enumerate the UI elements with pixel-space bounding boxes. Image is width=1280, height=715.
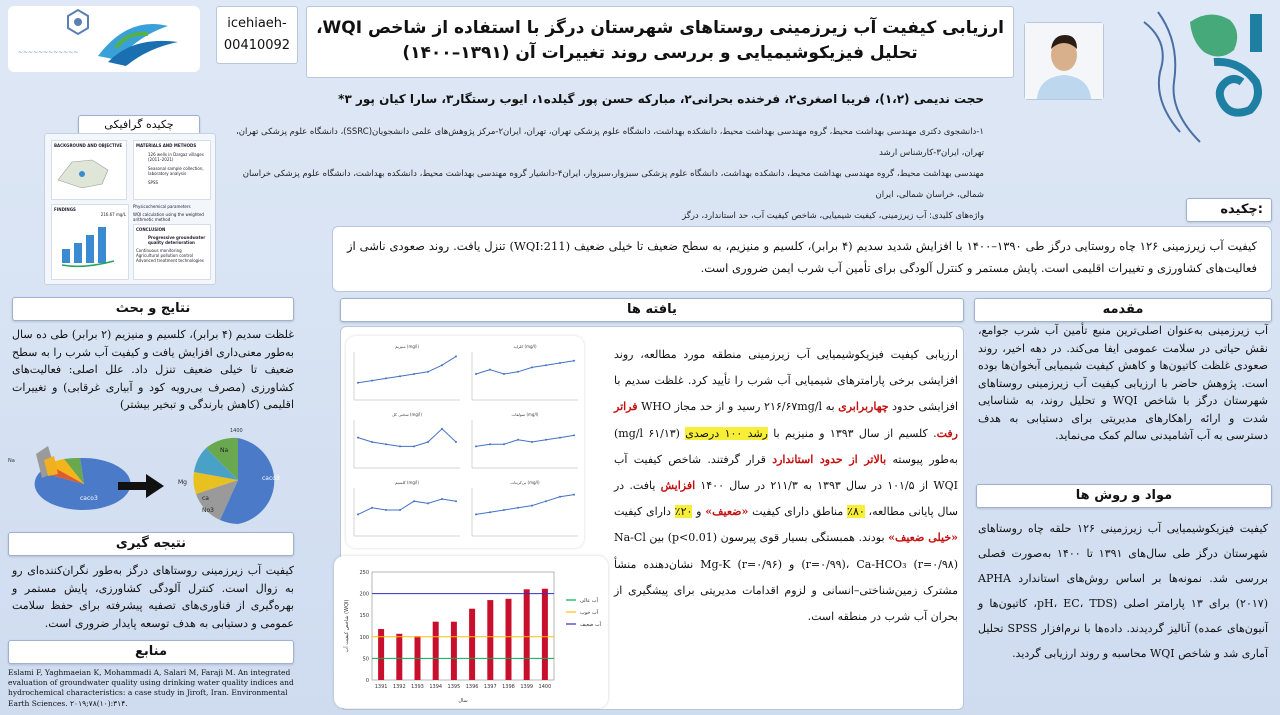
mini-trend-point	[531, 441, 533, 443]
x-tick-label: 1392	[392, 684, 406, 690]
x-tick-label: 1400	[538, 684, 552, 690]
mini-trend-point	[503, 443, 505, 445]
legend-label: آب خوب	[580, 610, 599, 616]
mini-trend-point	[413, 445, 415, 447]
mini-trend-point	[399, 375, 401, 377]
affiliation-line: مهندسی بهداشت محیط، گروه مهندسی بهداشت محیط، دانشکده بهداشت، دانشگاه علوم پزشکی سبزوار،سبزوار، ایران۴-دانشیار گروه مهندسی بهداشت محیط، دانشکده بهداشت، دانشگاه علوم پزشکی خراسان شمالی، خراسان شمالی، ایران	[242, 169, 984, 200]
mini-trend-point	[475, 445, 477, 447]
wqi-chart	[334, 556, 608, 708]
conclusion-header: نتیجه گیری	[8, 532, 294, 556]
findings-panel	[51, 204, 129, 280]
mini-trend-point	[545, 500, 547, 502]
wqi-bar	[524, 589, 530, 680]
affiliations	[224, 122, 984, 227]
conclusion-bullet: Continuous monitoring	[136, 248, 182, 253]
findings-run: (۶۱/۱۳ mg/l) به‌طور پیوسته	[614, 426, 958, 466]
findings-value: 216.67 mg/L	[100, 212, 126, 217]
mini-trend-point	[427, 441, 429, 443]
y-tick-label: 50	[362, 656, 369, 663]
conclusion-text: کیفیت آب زیرزمینی روستاهای درگز به‌طور نگران‌کننده‌ای رو به زوال است. کنترل آلودگی کشاورزی، پایش مستمر و بهره‌گیری از فناوری‌های تصفیه پیشرفته برای حفظ سلامت عمومی و دستیابی به هدف توسعه پایدار ضروری است.	[12, 564, 294, 630]
y-axis-label: شاخص کیفیت آب (WQI)	[344, 599, 350, 653]
pie-right-label-ca: ca	[202, 495, 209, 502]
abstract-header: چکیده:	[1186, 198, 1272, 222]
mini-trend-point	[357, 382, 359, 384]
mini-trend-point	[503, 509, 505, 511]
mini-trend-point	[455, 355, 457, 357]
map-icon	[52, 150, 124, 194]
wqi-bar	[487, 600, 493, 680]
mini-chart-title: سختی کل (mg/l)	[392, 412, 422, 417]
y-tick-label: 250	[359, 570, 369, 576]
mini-chart-title: منیزیم (mg/l)	[395, 344, 419, 349]
findings-run: و	[692, 505, 706, 519]
methods-title: MATERIALS AND METHODS	[136, 143, 197, 148]
findings-run: بودند. همبستگی بسیار قوی پیرسون (p<0.01) بین Na-Cl (r=۰/۹۹)، Ca-HCO₃ (r=۰/۹۸) و Mg-K (r=۰/۹۶) نشان‌دهنده منشأ مشترک زمین‌شناختی–انسانی و لزوم اقدامات مدیریتی برای پیشگیری از بحران آب شرب در منطقه است.	[614, 531, 958, 624]
mini-trend-point	[427, 502, 429, 504]
mini-trend-point	[385, 509, 387, 511]
pie-right-label-na: Na	[220, 447, 229, 454]
abstract-text: کیفیت آب زیرزمینی ۱۲۶ چاه روستایی درگز طی ۱۳۹۰–۱۴۰۰ با افزایش شدید سدیم (۴ برابر)، کلسیم و منیزیم، به سطح ضعیف تا خیلی ضعیف (WQI:211) تنزل یافت. روند صعودی ناشی از فعالیت‌های کشاورزی و تغییرات اقلیمی است. پایش مستمر و کنترل آلودگی برای تأمین آب شرب ایمن ضروری است.	[347, 239, 1257, 275]
pie-right	[178, 428, 280, 524]
background-panel	[51, 140, 127, 200]
mini-trend-point	[413, 373, 415, 375]
mini-trend-line	[358, 429, 456, 447]
methods-item: Seasonal sample collection, laboratory analysis	[148, 166, 204, 176]
findings-title: FINDINGS	[54, 207, 76, 212]
pie-left-label-na: Na	[8, 458, 15, 464]
mini-trend-point	[489, 443, 491, 445]
mini-trend-point	[531, 505, 533, 507]
congress-logo	[1130, 2, 1276, 152]
conclusion-bullet: Agricultural pollution control	[136, 253, 194, 258]
x-tick-label: 1395	[447, 684, 461, 690]
pie-right-year: 1400	[230, 428, 243, 434]
conclusion-title: CONCLUSION	[136, 227, 166, 232]
poster-code	[216, 6, 298, 64]
findings-header: یافته ها	[340, 298, 964, 322]
methods-item: 126 wells in Dargaz villages (2011–2021)	[148, 152, 204, 162]
y-tick-label: 200	[359, 591, 369, 598]
mini-trend-point	[517, 507, 519, 509]
y-tick-label: 0	[365, 678, 369, 684]
x-tick-label: 1397	[483, 684, 497, 690]
mini-trend-point	[559, 437, 561, 439]
poster-title	[306, 6, 1014, 78]
mini-trend-point	[573, 360, 575, 362]
findings-highlight: رشد ۱۰۰ درصدی	[685, 426, 768, 440]
mini-trend-point	[441, 364, 443, 366]
graphical-abstract-label: چکیده گرافیکی	[78, 115, 200, 135]
mini-trend-point	[573, 494, 575, 496]
mini-trend-point	[385, 443, 387, 445]
parameter-trend-charts	[346, 336, 584, 548]
mini-trend-point	[357, 513, 359, 515]
mini-trend-point	[517, 439, 519, 441]
x-tick-label: 1396	[465, 684, 479, 690]
wqi-label: WQI calculation using the weighted arithmetic method	[133, 212, 204, 222]
methods-panel	[133, 140, 211, 200]
wqi-bar	[469, 609, 475, 680]
findings-highlight: «ضعیف»	[705, 505, 749, 519]
abstract-box	[332, 226, 1272, 292]
mini-trend-point	[475, 513, 477, 515]
mini-charts-svg	[346, 336, 584, 548]
x-tick-label: 1399	[520, 684, 534, 690]
mini-trend-point	[545, 364, 547, 366]
mini-trend-point	[371, 380, 373, 382]
references-header: منابع	[8, 640, 294, 664]
mini-trend-point	[531, 366, 533, 368]
conclusion-text: Progressive groundwater quality deterioration	[148, 235, 206, 245]
findings-highlight: افزایش	[660, 479, 696, 493]
affiliation-line: ۱-دانشجوی دکتری مهندسی بهداشت محیط، گروه مهندسی بهداشت محیط، دانشکده بهداشت، دانشگاه علوم پزشکی تهران، تهران، ایران۲-مرکز پژوهش‌های علمی دانشجویان(SSRC)، دانشگاه علوم پزشکی تهران، تهران، ایران۳-کارشناس ارشد	[235, 127, 984, 158]
phys-label: Physicochemical parameters	[133, 204, 191, 209]
author-photo	[1024, 22, 1104, 100]
findings-highlight: فراتر رفت	[614, 400, 958, 440]
ion-pie-charts	[6, 424, 296, 528]
graphical-abstract	[44, 133, 216, 285]
background-title: BACKGROUND AND OBJECTIVE	[54, 143, 123, 148]
university-logo	[8, 6, 200, 72]
mini-chart-title: کلراید (mg/l)	[513, 344, 537, 349]
poster-code-line2: 00410092	[223, 38, 291, 53]
findings-highlight: بالاتر از حدود استاندارد	[772, 452, 887, 466]
mini-trend-point	[357, 437, 359, 439]
poster-title-line2: تحلیل فیزیکوشیمیایی و بررسی روند تغییرات آن (۱۳۹۱–۱۴۰۰)	[402, 43, 918, 63]
conclusion-panel	[133, 224, 211, 280]
results-text: غلظت سدیم (۴ برابر)، کلسیم و منیزیم (۲ برابر) طی ده سال به‌طور معنی‌داری افزایش یافت و کیفیت آب شرب را به سطح ضعیف تا خیلی ضعیف تنزل داد. علل اصلی: فعالیت‌های کشاورزی (مصرف بی‌رویه کود و آبیاری غرقابی) و تغییرات اقلیمی (کاهش بارندگی و تبخیر بیشتر)	[12, 328, 294, 412]
mini-trend-point	[385, 377, 387, 379]
mini-trend-point	[559, 496, 561, 498]
mini-trend-line	[476, 495, 574, 515]
mini-trend-point	[475, 373, 477, 375]
results-header: نتایج و بحث	[12, 297, 294, 321]
findings-run: قرار گرفتند. شاخص کیفیت آب WQI از ۱۰۱/۵ در سال ۱۳۹۳ به ۲۱۱/۳ در سال ۱۴۰۰	[614, 452, 958, 493]
svg-text:~~~~~~~~~~~~: ~~~~~~~~~~~~	[18, 49, 79, 56]
mini-trend-point	[489, 369, 491, 371]
y-tick-label: 150	[359, 613, 369, 620]
legend-label: آب ضعیف	[580, 622, 602, 628]
mini-trend-point	[503, 373, 505, 375]
wqi-bar	[451, 622, 457, 680]
authors-line: حجت ندیمی (۱،۲)، فریبا اصغری۲، فرخنده بحرانی۲، مبارکه حسن پور گیلده۱، ایوب رستگار۳، سارا کیان پور ۳*	[338, 92, 984, 106]
methods-item: SPSS	[148, 180, 159, 185]
mini-trend-point	[441, 428, 443, 430]
findings-run: یافت. در سال پایانی مطالعه،	[614, 479, 958, 519]
pie-left	[8, 446, 131, 510]
pie-left-label-caco3: caco3	[80, 495, 98, 502]
mini-trend-point	[573, 434, 575, 436]
pie-right-label-mg: Mg	[178, 479, 187, 486]
mini-trend-line	[358, 356, 456, 382]
mini-trend-point	[517, 371, 519, 373]
mini-trend-point	[399, 509, 401, 511]
mini-trend-point	[371, 441, 373, 443]
findings-bar-icon	[54, 217, 126, 277]
wqi-bar	[542, 589, 548, 680]
pie-right-label-caco3: caco3	[262, 475, 280, 482]
poster-code-line1: icehiaeh-	[227, 16, 287, 31]
findings-run: به ۲۱۶/۶۷mg/l رسید و از حد مجاز WHO	[637, 400, 839, 414]
mini-chart-title: کلسیم (mg/l)	[395, 480, 419, 485]
methods-text: کیفیت فیزیکوشیمیایی آب زیرزمینی ۱۲۶ حلقه چاه روستاهای شهرستان درگز طی سال‌های ۱۳۹۱ تا ۱۴۰۰ به‌صورت فصلی بررسی شد. نمونه‌ها بر اساس روش‌های استاندارد APHA (۲۰۱۷) برای ۱۳ پارامتر اصلی (pH، EC، TDS، کاتیون‌ها و آنیون‌های عمده) آنالیز گردیدند. داده‌ها با نرم‌افزار SPSS تحلیل آماری شد و شاخص WQI محاسبه و روند ارزیابی گردید.	[978, 522, 1269, 660]
x-tick-label: 1398	[502, 684, 515, 690]
x-tick-label: 1394	[429, 684, 443, 690]
mini-chart-title: بی‌کربنات (mg/l)	[510, 480, 540, 485]
findings-highlight: ۲۰٪	[674, 505, 693, 519]
findings-highlight: «خیلی ضعیف»	[888, 531, 958, 545]
keywords-line: واژه‌های کلیدی: آب زیرزمینی، کیفیت شیمیایی، شاخص کیفیت آب، حد استاندارد، درگز	[682, 211, 984, 221]
mini-trend-point	[545, 439, 547, 441]
mini-trend-point	[413, 500, 415, 502]
mini-trend-point	[371, 507, 373, 509]
wqi-chart-svg	[334, 556, 608, 708]
wqi-bar	[433, 622, 439, 680]
poster-title-line1: ارزیابی کیفیت آب زیرزمینی روستاهای شهرستان درگز با استفاده از شاخص WQI،	[316, 18, 1004, 38]
mini-trend-point	[559, 362, 561, 364]
mini-trend-point	[455, 441, 457, 443]
findings-text	[614, 342, 958, 630]
mini-chart-title: سولفات (mg/l)	[511, 412, 539, 417]
legend-label: آب عالی	[580, 598, 598, 604]
findings-run: . کلسیم از سال ۱۳۹۳ و منیزیم با	[767, 426, 937, 440]
mini-trend-point	[427, 371, 429, 373]
pie-right-label-no3: No3	[202, 507, 214, 514]
x-tick-label: 1393	[411, 684, 424, 690]
mini-trend-point	[455, 500, 457, 502]
wqi-bar	[506, 599, 512, 680]
findings-run: ارزیابی کیفیت فیزیکوشیمیایی آب زیرزمینی منطقه مورد مطالعه، روند افزایشی برخی پارامترهای شیمیایی آب شرب را تأیید کرد. غلظت سدیم با افزایشی حدود	[614, 348, 959, 414]
mini-trend-point	[489, 511, 491, 513]
references-text: Eslami F, Yaghmaeian K, Mohammadi A, Salari M, Faraji M. An integrated evaluation of groundwater quality using drinking water quality indices and hydrochemical characteristics: a case study in Jiroft, Iran. Environmental Earth Sciences. ۲۰۱۹;۷۸(۱۰):۳۱۴.	[8, 668, 294, 708]
mini-trend-line	[358, 499, 456, 514]
x-axis-label: سال	[458, 698, 468, 704]
conclusion-bullet: Advanced treatment technologies	[136, 258, 204, 263]
findings-highlight: چهاربرابری	[838, 400, 889, 414]
methods-header: مواد و روش ها	[976, 484, 1272, 508]
intro-text: آب زیرزمینی به‌عنوان اصلی‌ترین منبع تأمین آب شرب جوامع، نقش حیاتی در سلامت عمومی ایفا می‌کند. در دهه اخیر، روند صعودی غلظت کاتیون‌ها و کاهش کیفیت شیمیایی آبخوان‌ها بوده است. پژوهش حاضر با ارزیابی کیفیت آب زیرزمینی روستاهای شهرستان درگز با شاخص WQI و تحلیل روند، به شناسایی شدت و ارائه راهکارهای مدیریتی برای دستیابی به هدف دسترسی به آب آشامیدنی سالم کمک می‌نماید.	[978, 324, 1268, 442]
findings-highlight: ۸۰٪	[847, 505, 865, 519]
wqi-bar	[396, 634, 402, 680]
mini-trend-point	[441, 498, 443, 500]
findings-run: دارای کیفیت	[614, 505, 675, 519]
x-tick-label: 1391	[374, 684, 388, 690]
mini-trend-point	[399, 445, 401, 447]
intro-header: مقدمه	[974, 298, 1272, 322]
findings-run: مناطق دارای کیفیت	[748, 505, 848, 519]
y-tick-label: 100	[359, 634, 369, 641]
